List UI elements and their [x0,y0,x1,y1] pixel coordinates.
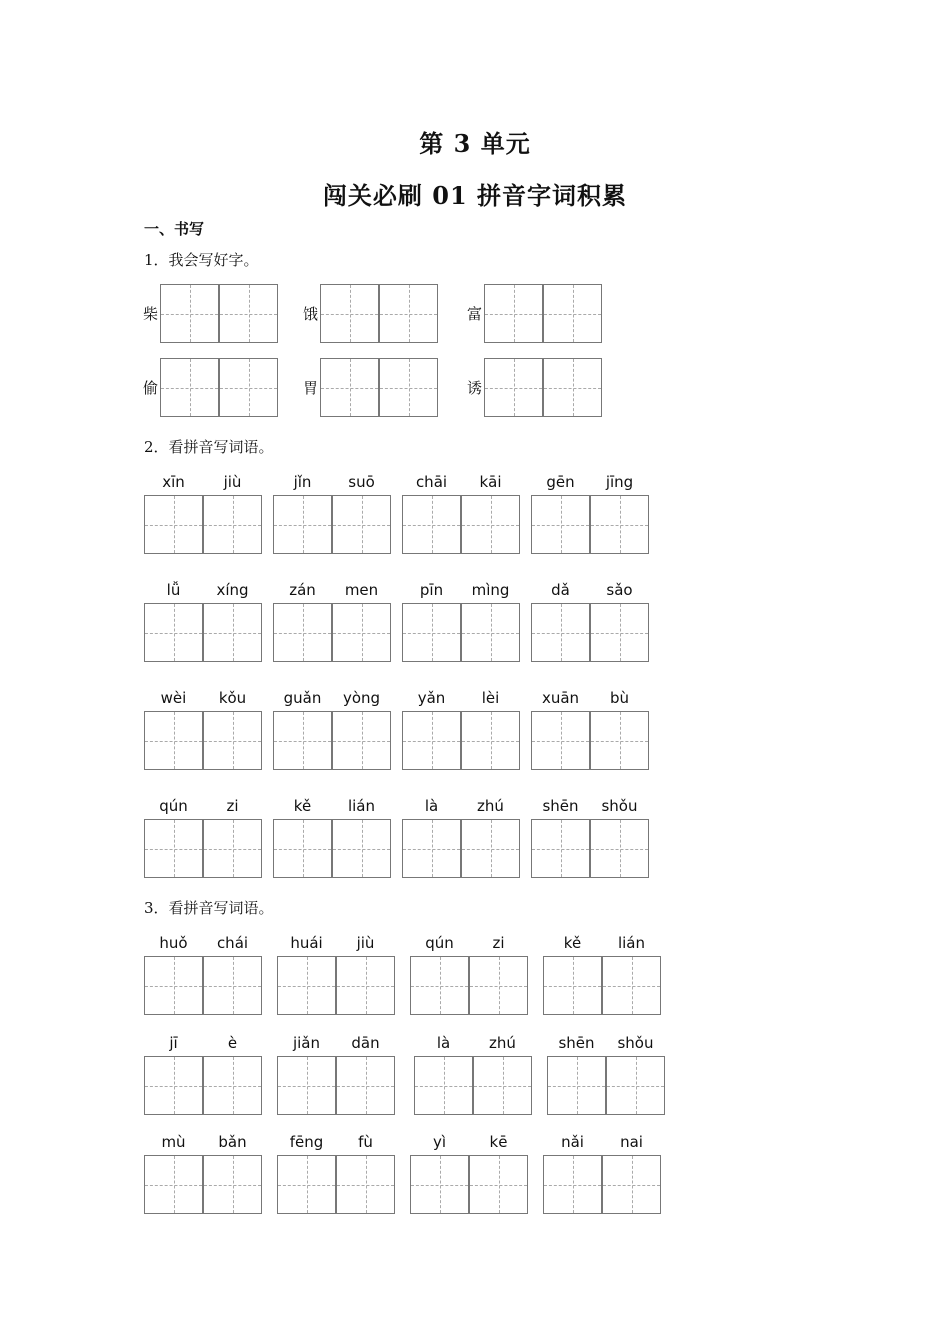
page-title: 第 3 单元 [419,129,531,158]
pinyin-label: men [344,581,379,599]
pinyin-label: lián [617,934,646,952]
writing-box[interactable] [402,711,461,770]
pinyin-label: chái [216,934,249,952]
writing-box[interactable] [273,603,332,662]
writing-box[interactable] [332,603,391,662]
pinyin-label: è [227,1034,238,1052]
writing-box[interactable] [590,495,649,554]
writing-box[interactable] [414,1056,473,1115]
practice-character: 偷 [143,379,159,397]
pinyin-label: bù [609,689,630,707]
writing-box[interactable] [484,358,543,417]
pinyin-label: zi [226,797,239,815]
pinyin-label: bǎn [218,1133,247,1151]
writing-box[interactable] [484,284,543,343]
section-heading: 一、书写 [144,220,205,238]
writing-box[interactable] [590,711,649,770]
writing-box[interactable] [203,711,262,770]
writing-box[interactable] [531,711,590,770]
practice-character: 饿 [303,305,319,323]
pinyin-label: mìng [471,581,510,599]
writing-box[interactable] [144,819,203,878]
pinyin-label: jiù [356,934,375,952]
writing-box[interactable] [379,284,438,343]
writing-box[interactable] [273,711,332,770]
writing-box[interactable] [203,819,262,878]
writing-box[interactable] [531,603,590,662]
writing-box[interactable] [160,284,219,343]
writing-box[interactable] [203,603,262,662]
pinyin-label: fēng [289,1133,324,1151]
writing-box[interactable] [531,495,590,554]
pinyin-label: jī [169,1034,178,1052]
pinyin-label: chāi [415,473,448,491]
writing-box[interactable] [602,1155,661,1214]
writing-box[interactable] [203,956,262,1015]
pinyin-label: xuān [541,689,580,707]
pinyin-label: kě [563,934,582,952]
practice-character: 柴 [143,305,159,323]
writing-box[interactable] [543,358,602,417]
pinyin-label: huái [290,934,323,952]
pinyin-label: shǒu [601,797,638,815]
practice-character: 胃 [303,379,319,397]
practice-character: 富 [467,305,483,323]
practice-character: 诱 [467,379,483,397]
writing-box[interactable] [203,1056,262,1115]
writing-box[interactable] [461,711,520,770]
writing-box[interactable] [203,495,262,554]
writing-box[interactable] [277,1056,336,1115]
writing-box[interactable] [320,284,379,343]
writing-box[interactable] [602,956,661,1015]
writing-box[interactable] [461,819,520,878]
writing-box[interactable] [219,358,278,417]
writing-box[interactable] [336,1155,395,1214]
pinyin-label: dān [351,1034,380,1052]
pinyin-label: shǒu [617,1034,654,1052]
writing-box[interactable] [379,358,438,417]
writing-box[interactable] [402,495,461,554]
writing-box[interactable] [336,1056,395,1115]
pinyin-label: yòng [342,689,381,707]
pinyin-label: zán [289,581,316,599]
writing-box[interactable] [469,956,528,1015]
writing-box[interactable] [461,495,520,554]
pinyin-label: kē [489,1133,508,1151]
writing-box[interactable] [273,819,332,878]
writing-box[interactable] [543,284,602,343]
writing-box[interactable] [469,1155,528,1214]
pinyin-label: shēn [542,797,579,815]
writing-box[interactable] [543,956,602,1015]
pinyin-label: zhú [489,1034,516,1052]
writing-box[interactable] [273,495,332,554]
pinyin-label: nǎi [561,1133,584,1151]
writing-box[interactable] [277,956,336,1015]
writing-box[interactable] [461,603,520,662]
question-3-text: 3．看拼音写词语。 [144,899,274,917]
writing-box[interactable] [332,819,391,878]
pinyin-label: là [436,1034,451,1052]
pinyin-label: lián [347,797,376,815]
writing-box[interactable] [144,711,203,770]
writing-box[interactable] [144,956,203,1015]
pinyin-label: mù [161,1133,186,1151]
pinyin-label: zi [492,934,505,952]
writing-box[interactable] [144,603,203,662]
writing-box[interactable] [144,1155,203,1214]
writing-box[interactable] [543,1155,602,1214]
pinyin-label: zhú [477,797,504,815]
pinyin-label: jiù [223,473,242,491]
writing-box[interactable] [606,1056,665,1115]
pinyin-label: wèi [160,689,187,707]
pinyin-label: huǒ [159,934,188,952]
pinyin-label: jīng [605,473,634,491]
pinyin-label: jǐn [293,473,312,491]
pinyin-label: là [424,797,439,815]
writing-box[interactable] [410,1155,469,1214]
writing-box[interactable] [144,1056,203,1115]
writing-box[interactable] [590,603,649,662]
writing-box[interactable] [332,711,391,770]
pinyin-label: jiǎn [292,1034,321,1052]
writing-box[interactable] [402,819,461,878]
writing-box[interactable] [144,495,203,554]
writing-box[interactable] [547,1056,606,1115]
pinyin-label: yǎn [417,689,446,707]
writing-box[interactable] [320,358,379,417]
question-2-text: 2．看拼音写词语。 [144,438,274,456]
writing-box[interactable] [590,819,649,878]
writing-box[interactable] [410,956,469,1015]
page-subtitle: 闯关必刷 01 拼音字词积累 [322,181,628,210]
pinyin-label: nai [620,1133,643,1151]
writing-box[interactable] [219,284,278,343]
pinyin-label: kě [293,797,312,815]
pinyin-label: gēn [546,473,575,491]
pinyin-label: yì [432,1133,447,1151]
writing-box[interactable] [402,603,461,662]
writing-box[interactable] [277,1155,336,1214]
writing-box[interactable] [473,1056,532,1115]
pinyin-label: fù [358,1133,373,1151]
writing-box[interactable] [160,358,219,417]
pinyin-label: sǎo [606,581,633,599]
pinyin-label: shēn [558,1034,595,1052]
pinyin-label: qún [425,934,454,952]
pinyin-label: kǒu [218,689,247,707]
writing-box[interactable] [203,1155,262,1214]
pinyin-label: guǎn [283,689,322,707]
pinyin-label: qún [159,797,188,815]
pinyin-label: suō [348,473,375,491]
writing-box[interactable] [336,956,395,1015]
pinyin-label: pīn [419,581,444,599]
pinyin-label: xíng [216,581,249,599]
pinyin-label: kāi [479,473,502,491]
pinyin-label: lèi [481,689,500,707]
pinyin-label: xīn [162,473,185,491]
pinyin-label: dǎ [551,581,570,599]
writing-box[interactable] [332,495,391,554]
question-1-text: 1．我会写好字。 [144,251,259,269]
pinyin-label: lǚ [166,581,181,599]
writing-box[interactable] [531,819,590,878]
